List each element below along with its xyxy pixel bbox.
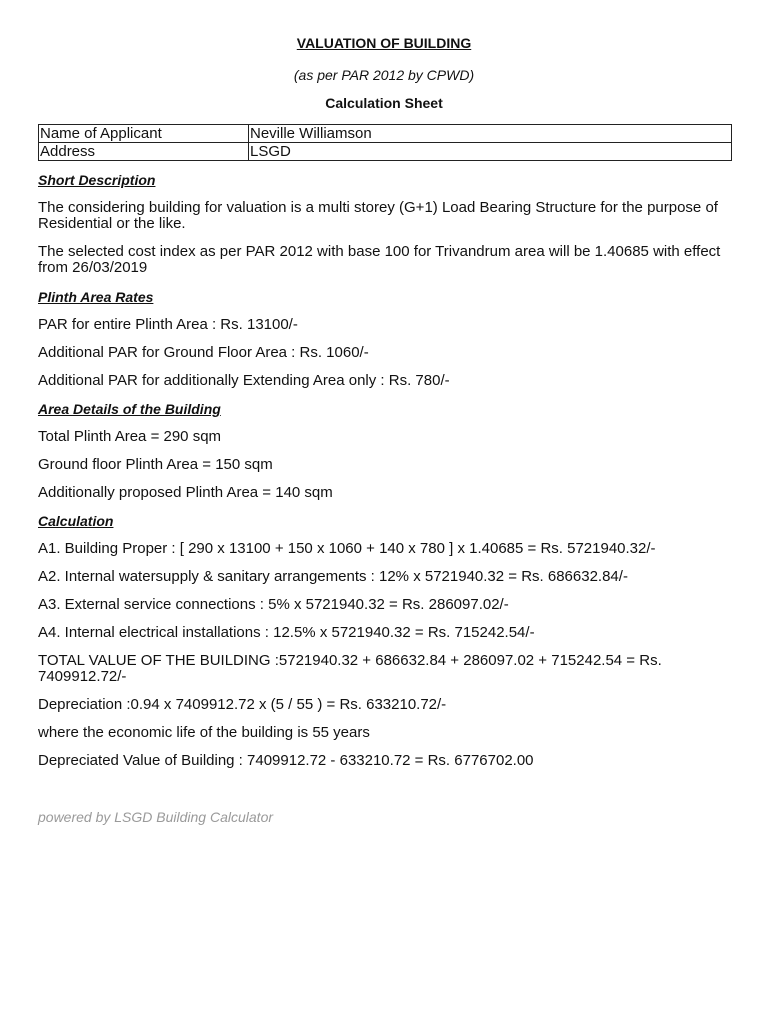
list-item: Additional PAR for additionally Extending Area only : Rs. 780/- [38,372,450,389]
list-item: A1. Building Proper : [ 290 x 13100 + 150 x 1060 + 140 x 780 ] x 1.40685 = Rs. 5721940.32/- [38,540,656,557]
description-paragraph: The selected cost index as per PAR 2012 with base 100 for Trivandrum area will be 1.40685 with effect from 26/03/2019 [38,243,721,276]
document-title: VALUATION OF BUILDING [296,35,472,51]
list-item: Ground floor Plinth Area = 150 sqm [38,456,273,473]
sheet-title: Calculation Sheet [325,95,443,111]
applicant-name-label: Name of Applicant [39,125,249,143]
address-label: Address [39,143,249,161]
plinth-area-rates-heading: Plinth Area Rates [38,289,154,305]
applicant-name-value: Neville Williamson [249,125,732,143]
list-item: A3. External service connections : 5% x 5721940.32 = Rs. 286097.02/- [38,596,509,613]
list-item: Total Plinth Area = 290 sqm [38,428,222,445]
list-item: PAR for entire Plinth Area : Rs. 13100/- [38,316,298,333]
depreciated-value-line: Depreciated Value of Building : 7409912.72 - 633210.72 = Rs. 6776702.00 [38,752,534,769]
list-item: A4. Internal electrical installations : 12.5% x 5721940.32 = Rs. 715242.54/- [38,624,535,641]
depreciation-line: Depreciation :0.94 x 7409912.72 x (5 / 55 ) = Rs. 633210.72/- [38,696,447,713]
calculation-heading: Calculation [38,513,114,529]
list-item: A2. Internal watersupply & sanitary arrangements : 12% x 5721940.32 = Rs. 686632.84/- [38,568,628,585]
area-details-heading: Area Details of the Building [38,401,221,417]
table-row [39,125,732,143]
list-item: Additional PAR for Ground Floor Area : Rs. 1060/- [38,344,369,361]
powered-by-footer: powered by LSGD Building Calculator [38,809,274,825]
list-item: Additionally proposed Plinth Area = 140 sqm [38,484,333,501]
list-item: where the economic life of the building is 55 years [38,724,370,741]
address-value: LSGD [249,143,732,161]
total-value-line: TOTAL VALUE OF THE BUILDING :5721940.32 + 686632.84 + 286097.02 + 715242.54 = Rs. 7409912.72/- [38,652,662,685]
table-row [39,143,732,161]
short-description-heading: Short Description [38,172,156,188]
description-paragraph: The considering building for valuation is a multi storey (G+1) Load Bearing Structure for the purpose of Residential or the like. [38,199,718,232]
document-body [38,172,732,825]
applicant-info-table [38,124,732,161]
document-subtitle: (as per PAR 2012 by CPWD) [293,67,475,83]
